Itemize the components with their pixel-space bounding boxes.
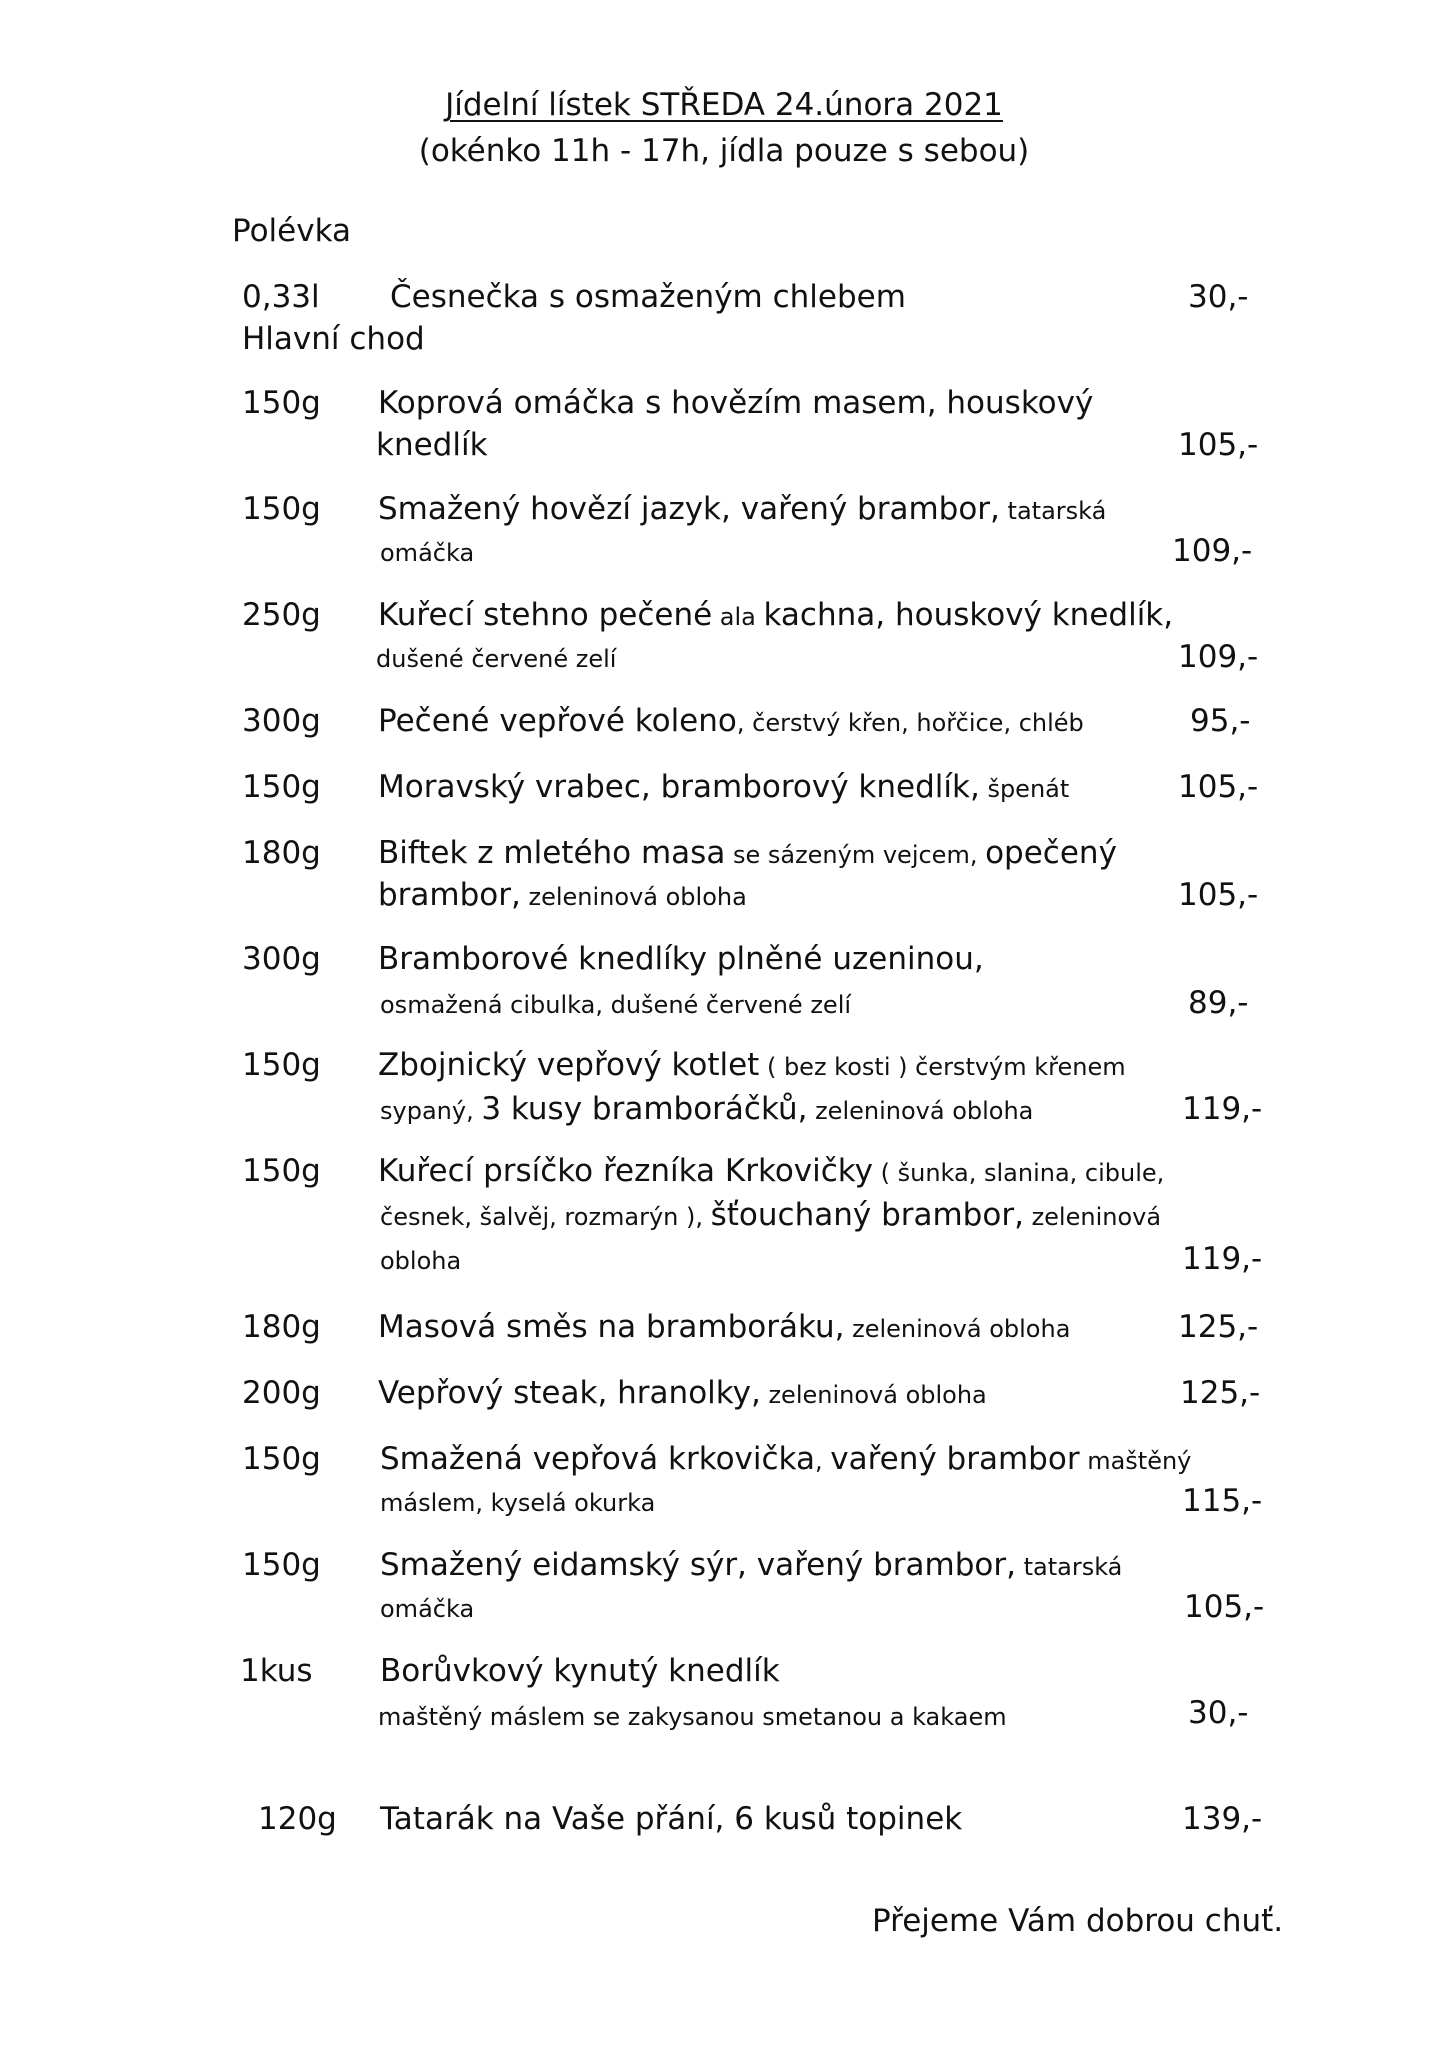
item-price: 115,-	[1182, 1483, 1263, 1519]
item-name-line1: Bramborové knedlíky plněné uzeninou,	[378, 941, 984, 977]
item-price: 109,-	[1172, 533, 1253, 569]
item-price: 119,-	[1182, 1241, 1263, 1277]
item-name-line1: Kuřecí stehno pečené ala kachna, houskový knedlík,	[378, 597, 1174, 633]
item-name-line1: Masová směs na bramboráku, zeleninová obloha	[378, 1309, 1071, 1345]
item-name-line2: sypaný, 3 kusy bramboráčků, zeleninová obloha	[380, 1091, 1034, 1127]
item-price: 105,-	[1178, 427, 1259, 463]
item-price: 30,-	[1188, 1695, 1249, 1731]
menu-title: Jídelní lístek STŘEDA 24.února 2021	[445, 87, 1003, 123]
soup-price: 30,-	[1188, 279, 1249, 315]
item-name-line1: Moravský vrabec, bramborový knedlík, špenát	[378, 769, 1070, 805]
item-qty: 150g	[242, 385, 321, 421]
item-price: 89,-	[1188, 985, 1249, 1021]
soup-name: Česnečka s osmaženým chlebem	[390, 279, 906, 315]
item-name-line2: máslem, kyselá okurka	[380, 1489, 656, 1517]
item-qty: 150g	[242, 491, 321, 527]
item-name-line3: obloha	[380, 1247, 462, 1275]
item-qty: 150g	[242, 769, 321, 805]
item-name-line1: Smažená vepřová krkovička, vařený brambor maštěný	[380, 1441, 1192, 1477]
item-name-line2: osmažená cibulka, dušené červené zelí	[380, 991, 852, 1019]
soup-qty: 0,33l	[242, 279, 320, 315]
item-price: 105,-	[1178, 769, 1259, 805]
item-name-line1: Vepřový steak, hranolky, zeleninová obloha	[378, 1375, 987, 1411]
item-price: 109,-	[1178, 639, 1259, 675]
item-name-line2: omáčka	[380, 1595, 475, 1623]
item-name-line1: Kuřecí prsíčko řezníka Krkovičky ( šunka, slanina, cibule,	[378, 1153, 1165, 1189]
item-qty: 150g	[242, 1441, 321, 1477]
item-name-line2: omáčka	[380, 539, 475, 567]
item-price: 119,-	[1182, 1091, 1263, 1127]
item-price: 105,-	[1184, 1589, 1265, 1625]
item-qty: 150g	[242, 1047, 321, 1083]
item-name-line1: Borůvkový kynutý knedlík	[380, 1653, 780, 1689]
item-qty: 300g	[242, 703, 321, 739]
item-price: 125,-	[1178, 1309, 1259, 1345]
item-name-line1: Smažený eidamský sýr, vařený brambor, tatarská	[380, 1547, 1123, 1583]
item-price: 95,-	[1190, 703, 1251, 739]
item-name-line2: knedlík	[376, 427, 488, 463]
item-qty: 120g	[258, 1801, 337, 1837]
item-name-line1: Smažený hovězí jazyk, vařený brambor, tatarská	[378, 491, 1107, 527]
item-name-line1: Zbojnický vepřový kotlet ( bez kosti ) čerstvým křenem	[378, 1047, 1126, 1083]
menu-subtitle: (okénko 11h - 17h, jídla pouze s sebou)	[418, 133, 1030, 169]
item-qty: 180g	[242, 1309, 321, 1345]
item-price: 125,-	[1180, 1375, 1261, 1411]
item-qty: 200g	[242, 1375, 321, 1411]
item-qty: 1kus	[240, 1653, 313, 1689]
item-price: 105,-	[1178, 877, 1259, 913]
item-name-line2: dušené červené zelí	[376, 645, 617, 673]
item-name-line1: Biftek z mletého masa se sázeným vejcem, opečený	[378, 835, 1117, 871]
closing-greeting: Přejeme Vám dobrou chuť.	[872, 1903, 1284, 1939]
item-name-line2: česnek, šalvěj, rozmarýn ), šťouchaný brambor, zeleninová	[380, 1197, 1162, 1233]
item-qty: 300g	[242, 941, 321, 977]
item-qty: 250g	[242, 597, 321, 633]
section-soup-label: Polévka	[232, 213, 351, 249]
item-name-line2: maštěný máslem se zakysanou smetanou a kakaem	[378, 1703, 1007, 1731]
item-qty: 180g	[242, 835, 321, 871]
section-main-label: Hlavní chod	[242, 321, 425, 357]
item-name-line2: brambor, zeleninová obloha	[378, 877, 747, 913]
item-name-line1: Pečené vepřové koleno, čerstvý křen, hořčice, chléb	[378, 703, 1084, 739]
item-qty: 150g	[242, 1153, 321, 1189]
item-price: 139,-	[1182, 1801, 1263, 1837]
item-qty: 150g	[242, 1547, 321, 1583]
item-name-line1: Koprová omáčka s hovězím masem, houskový	[378, 385, 1094, 421]
item-name-line1: Tatarák na Vaše přání, 6 kusů topinek	[380, 1801, 963, 1837]
